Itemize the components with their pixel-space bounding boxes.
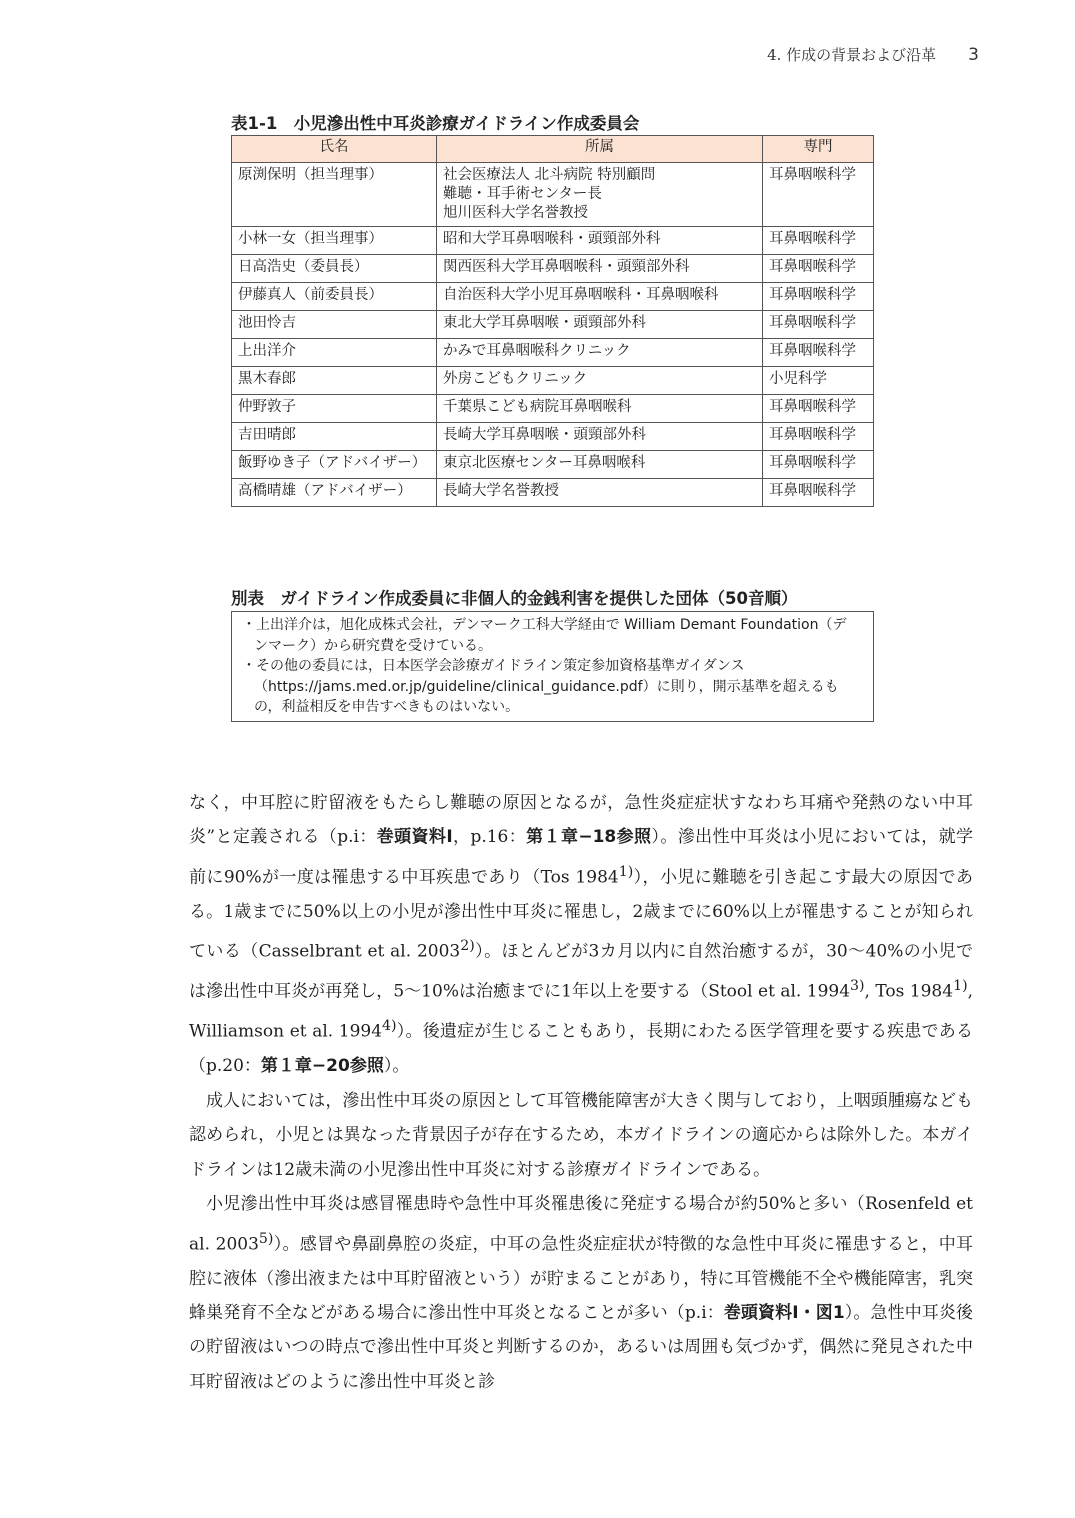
member-affiliation <box>437 311 763 339</box>
affiliation-line: 東京北医療センター耳鼻咽喉科 <box>443 455 646 471</box>
affiliation-line: 難聴・耳手術センター長 <box>443 186 602 202</box>
citation: 4) <box>382 1018 397 1035</box>
affiliation-line: 長崎大学名誉教授 <box>443 483 559 499</box>
table-row <box>232 283 874 311</box>
member-specialty: 耳鼻咽喉科学 <box>763 339 874 367</box>
section-title: 4. 作成の背景および沿革 <box>767 46 937 64</box>
appendix-item: ・その他の委員には，日本医学会診療ガイドライン策定参加資格基準ガイダンス（https://jams.med.or.jp/guideline/clinical_guidance.pdf）に則り，開示基準を超えるもの，利益相反を申告すべきものはいない。 <box>242 658 839 715</box>
table-row <box>232 255 874 283</box>
table-header-row <box>232 136 874 163</box>
table-body <box>232 163 874 507</box>
affiliation-line: 千葉県こども病院耳鼻咽喉科 <box>443 399 632 415</box>
member-name: 吉田晴郎 <box>232 423 437 451</box>
member-name: 池田怜吉 <box>232 311 437 339</box>
citation: 1) <box>618 863 634 880</box>
paragraph: 小児滲出性中耳炎は感冒罹患時や急性中耳炎罹患後に発症する場合が約50%と多い（Rosenfeld et al. 2003$^{5)}$）。感冒や鼻副鼻腔の炎症，中耳の急性炎症症状が特徴的な急性中耳炎に罹患すると，中耳腔に液体（滲出液または中耳貯留液という）が貯まることがあり，特に耳管機能不全や機能障害，乳突蜂巣発育不全などがある場合に滲出性中耳炎となることが多い（p.i：巻頭資料Ⅰ・図1）。急性中耳炎後の貯留液はいつの時点で滲出性中耳炎と判断するのか，あるいは周囲も気づかず，偶然に発見された中耳貯留液はどのように滲出性中耳炎と診 <box>189 1194 973 1392</box>
member-name: 小林一女（担当理事） <box>232 227 437 255</box>
member-affiliation <box>437 451 763 479</box>
member-affiliation <box>437 479 763 507</box>
affiliation-line: 外房こどもクリニック <box>443 371 588 387</box>
member-affiliation <box>437 339 763 367</box>
member-name: 高橋晴雄（アドバイザー） <box>232 479 437 507</box>
affiliation-line: 昭和大学耳鼻咽喉科・頭頸部外科 <box>443 231 661 247</box>
member-affiliation <box>437 163 763 227</box>
citation: 1) <box>953 978 968 995</box>
page-number: 3 <box>968 45 979 65</box>
citation: 5) <box>258 1230 274 1247</box>
running-header <box>767 44 979 65</box>
table-row <box>232 423 874 451</box>
member-specialty: 耳鼻咽喉科学 <box>763 311 874 339</box>
member-name: 日高浩史（委員長） <box>232 255 437 283</box>
citation: 3) <box>850 978 865 995</box>
table-row <box>232 395 874 423</box>
affiliation-line: 関西医科大学耳鼻咽喉科・頭頸部外科 <box>443 259 690 275</box>
member-specialty: 耳鼻咽喉科学 <box>763 479 874 507</box>
appendix-item: ・上出洋介は，旭化成株式会社，デンマーク工科大学経由で William Demant Foundation（デンマーク）から研究費を受けている。 <box>242 617 847 654</box>
member-specialty: 耳鼻咽喉科学 <box>763 227 874 255</box>
affiliation-line: かみで耳鼻咽喉科クリニック <box>443 343 631 359</box>
member-name: 仲野敦子 <box>232 395 437 423</box>
member-name: 原渕保明（担当理事） <box>232 163 437 227</box>
member-affiliation <box>437 423 763 451</box>
table-row <box>232 311 874 339</box>
affiliation-line: 旭川医科大学名誉教授 <box>443 205 588 221</box>
column-header-specialty: 専門 <box>763 136 874 163</box>
member-affiliation <box>437 255 763 283</box>
member-name: 飯野ゆき子（アドバイザー） <box>232 451 437 479</box>
affiliation-line: 社会医療法人 北斗病院 特別顧問 <box>443 167 656 183</box>
member-specialty: 耳鼻咽喉科学 <box>763 451 874 479</box>
table-row <box>232 367 874 395</box>
appendix-box <box>231 611 874 722</box>
member-affiliation <box>437 395 763 423</box>
body-text <box>189 786 973 1399</box>
member-affiliation <box>437 367 763 395</box>
column-header-affiliation: 所属 <box>437 136 763 163</box>
affiliation-line: 東北大学耳鼻咽喉・頭頸部外科 <box>443 315 646 331</box>
member-affiliation <box>437 283 763 311</box>
table-caption: 表1-1 小児滲出性中耳炎診療ガイドライン作成委員会 <box>231 114 640 133</box>
member-name: 伊藤真人（前委員長） <box>232 283 437 311</box>
member-specialty: 耳鼻咽喉科学 <box>763 395 874 423</box>
table-row <box>232 479 874 507</box>
committee-table <box>231 135 874 507</box>
table-row <box>232 451 874 479</box>
member-specialty: 耳鼻咽喉科学 <box>763 163 874 227</box>
affiliation-line: 自治医科大学小児耳鼻咽喉科・耳鼻咽喉科 <box>443 287 719 303</box>
member-specialty: 耳鼻咽喉科学 <box>763 255 874 283</box>
member-specialty: 小児科学 <box>763 367 874 395</box>
affiliation-line: 長崎大学耳鼻咽喉・頭頸部外科 <box>443 427 646 443</box>
member-name: 黒木春郎 <box>232 367 437 395</box>
column-header-name: 氏名 <box>232 136 437 163</box>
member-specialty: 耳鼻咽喉科学 <box>763 283 874 311</box>
table-row <box>232 163 874 227</box>
member-affiliation <box>437 227 763 255</box>
paragraph: なく，中耳腔に貯留液をもたらし難聴の原因となるが，急性炎症症状すなわち耳痛や発熱のない中耳炎”と定義される（p.i：巻頭資料Ⅰ，p.16：第１章−18参照）。滲出性中耳炎は小児においては，就学前に90%が一度は罹患する中耳疾患であり（Tos 1984$^{1)}$），小児に難聴を引き起こす最大の原因である。1歳までに50%以上の小児が滲出性中耳炎に罹患し，2歳までに60%以上が罹患することが知られている（Casselbrant et al. 2003$^{2)}$）。ほとんどが3カ月以内に自然治癒するが，30〜40%の小児では滲出性中耳炎が再発し，5〜10%は治癒までに1年以上を要する（Stool et al. 1994$^{3)}$, Tos 1984$^{1)}$, Williamson et al. 1994$^{4)}$）。後遺症が生じることもあり，長期にわたる医学管理を要する疾患である（p.20：第１章−20参照）。 <box>189 793 974 1077</box>
table-row <box>232 227 874 255</box>
appendix-caption: 別表 ガイドライン作成委員に非個人的金銭利害を提供した団体（50音順） <box>231 589 798 608</box>
paragraph: 成人においては，滲出性中耳炎の原因として耳管機能障害が大きく関与しており，上咽頭腫瘍なども認められ，小児とは異なった背景因子が存在するため，本ガイドラインの適応からは除外した。本ガイドラインは12歳未満の小児滲出性中耳炎に対する診療ガイドラインである。 <box>189 1090 973 1180</box>
table-row <box>232 339 874 367</box>
member-specialty: 耳鼻咽喉科学 <box>763 423 874 451</box>
citation: 2) <box>460 938 475 955</box>
member-name: 上出洋介 <box>232 339 437 367</box>
